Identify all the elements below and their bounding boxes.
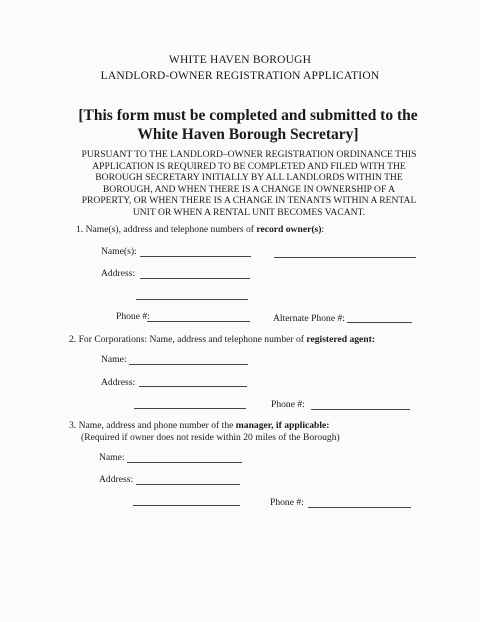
section-3-heading: 3. Name, address and phone number of the manager, if applicable: [69,420,330,431]
owner-alt-phone-field[interactable] [347,322,412,323]
manager-address-field-1[interactable] [136,484,240,485]
notice-line-1: [This form must be completed and submitted to the [78,107,418,124]
owner-names-label: Name(s): [101,246,137,257]
agent-phone-field[interactable] [311,409,410,410]
borough-title: WHITE HAVEN BOROUGH [168,54,312,66]
agent-address-field-1[interactable] [139,386,247,387]
agent-name-label: Name: [101,354,127,365]
owner-address-field-2[interactable] [136,299,248,300]
owner-address-label: Address: [101,268,136,279]
agent-name-field[interactable] [129,364,248,365]
ordinance-line: UNIT OR WHEN A RENTAL UNIT BECOMES VACANT. [132,206,366,218]
manager-name-label: Name: [99,452,125,463]
ordinance-line: BOROUGH, AND WHEN THERE IS A CHANGE IN OWNERSHIP OF A [102,183,396,195]
manager-phone-label: Phone #: [270,497,304,508]
agent-address-label: Address: [101,377,136,388]
ordinance-paragraph [76,149,422,219]
owner-name-field-1[interactable] [140,256,251,257]
manager-name-field[interactable] [127,462,242,463]
ordinance-line: PROPERTY, OR WHEN THERE IS A CHANGE IN TENANTS WITHIN A RENTAL [81,195,417,207]
manager-address-label: Address: [99,474,134,485]
agent-address-field-2[interactable] [134,408,246,409]
ordinance-line: BOROUGH SECRETARY INITIALLY BY ALL LANDLORDS WITHIN THE [95,172,403,184]
agent-phone-label: Phone #: [271,399,305,410]
owner-name-field-2[interactable] [274,257,416,258]
owner-address-field-1[interactable] [140,278,250,279]
notice-line-2: White Haven Borough Secretary] [137,126,359,143]
owner-phone-field[interactable] [147,321,250,322]
section-3-subtitle: (Required if owner does not reside within 20 miles of the Borough) [81,432,340,443]
ordinance-line: APPLICATION IS REQUIRED TO BE COMPLETED AND FILED WITH THE [92,160,406,172]
section-1-heading: 1. Name(s), address and telephone numbers of record owner(s): [76,224,325,235]
section-2-heading: 2. For Corporations: Name, address and telephone number of registered agent: [69,334,376,345]
owner-phone-label: Phone #: [116,311,150,322]
form-title: LANDLORD-OWNER REGISTRATION APPLICATION [100,70,380,82]
submission-notice [70,106,426,144]
ordinance-line: PURSUANT TO THE LANDLORD–OWNER REGISTRATION ORDINANCE THIS [81,149,417,160]
owner-alt-phone-label: Alternate Phone #: [273,313,345,324]
manager-address-field-2[interactable] [133,505,240,506]
manager-phone-field[interactable] [308,507,411,508]
